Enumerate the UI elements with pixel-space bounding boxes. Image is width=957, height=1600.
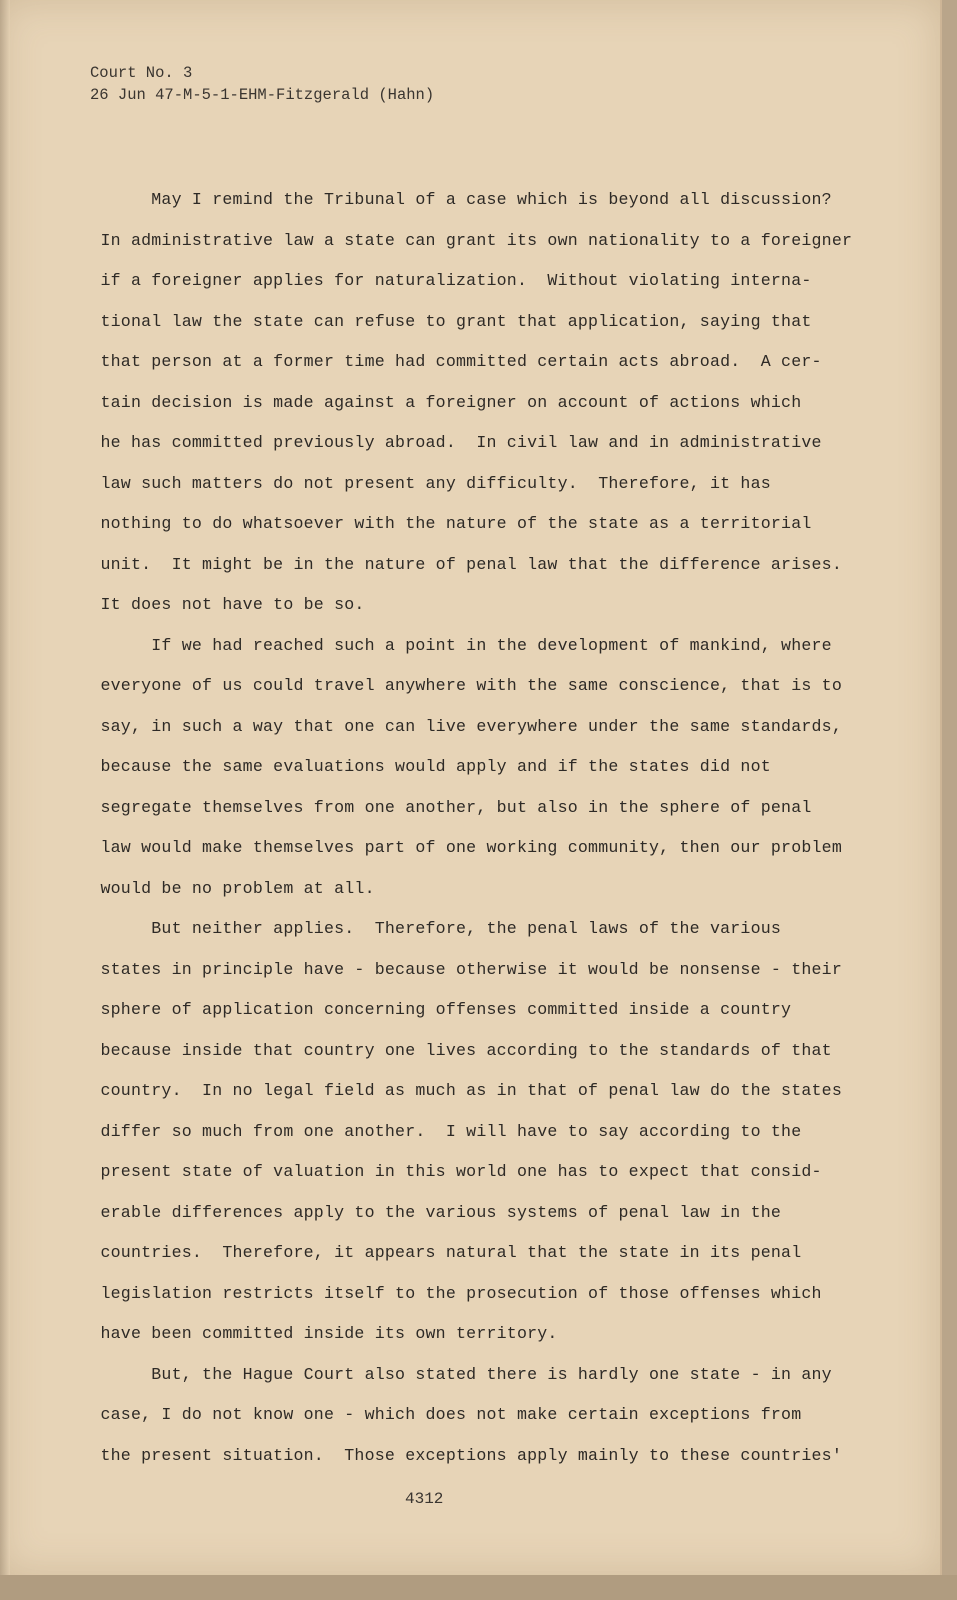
text-line: states in principle have - because otherwise it would be nonsense - their	[70, 959, 842, 979]
text-line: present state of valuation in this world one has to expect that consid-	[70, 1162, 822, 1181]
text-line: if a foreigner applies for naturalization. Without violating interna-	[70, 271, 812, 290]
court-number: Court No. 3	[90, 64, 193, 82]
text-line: country. In no legal field as much as in that of penal law do the states	[70, 1081, 842, 1100]
page-shadow	[0, 1575, 957, 1600]
text-line: unit. It might be in the nature of penal law that the difference arises.	[70, 554, 842, 574]
text-line: would be no problem at all.	[70, 878, 375, 898]
text-line: law such matters do not present any difficulty. Therefore, it has	[70, 473, 771, 493]
text-line: case, I do not know one - which does not make certain exceptions from	[70, 1405, 802, 1424]
document-body	[70, 180, 853, 1476]
text-line: the present situation. Those exceptions apply mainly to these countries'	[70, 1445, 842, 1465]
text-line: have been committed inside its own territory.	[70, 1324, 558, 1343]
text-line: because the same evaluations would apply and if the states did not	[70, 757, 771, 776]
text-line: legislation restricts itself to the prosecution of those offenses which	[70, 1283, 822, 1303]
text-line: But neither applies. Therefore, the penal laws of the various	[70, 919, 782, 938]
text-line: countries. Therefore, it appears natural that the state in its penal	[70, 1243, 802, 1262]
text-line: sphere of application concerning offenses committed inside a country	[70, 1000, 792, 1019]
text-line: differ so much from one another. I will have to say according to the	[70, 1121, 802, 1141]
text-line: tional law the state can refuse to grant that application, saying that	[70, 311, 812, 331]
text-line: May I remind the Tribunal of a case which is beyond all discussion?	[70, 190, 832, 209]
text-line: erable differences apply to the various systems of penal law in the	[70, 1202, 782, 1222]
text-line: everyone of us could travel anywhere with the same conscience, that is to	[70, 676, 842, 695]
text-line: law would make themselves part of one working community, then our problem	[70, 838, 842, 857]
text-line: If we had reached such a point in the development of mankind, where	[70, 635, 832, 655]
text-line: segregate themselves from one another, but also in the sphere of penal	[70, 797, 812, 817]
text-line: It does not have to be so.	[70, 595, 365, 614]
text-line: he has committed previously abroad. In civil law and in administrative	[70, 433, 822, 452]
session-reference: 26 Jun 47-M-5-1-EHM-Fitzgerald (Hahn)	[90, 86, 435, 104]
text-line: nothing to do whatsoever with the nature of the state as a territorial	[70, 514, 812, 533]
text-line: tain decision is made against a foreigner on account of actions which	[70, 392, 802, 412]
text-line: because inside that country one lives according to the standards of that	[70, 1040, 832, 1060]
text-line: But, the Hague Court also stated there is hardly one state - in any	[70, 1364, 832, 1384]
page-number: 4312	[405, 1490, 444, 1508]
text-line: In administrative law a state can grant its own nationality to a foreigner	[70, 230, 853, 250]
text-line: say, in such a way that one can live everywhere under the same standards,	[70, 716, 842, 736]
text-line: that person at a former time had committed certain acts abroad. A cer-	[70, 352, 822, 371]
document-header	[90, 62, 434, 106]
